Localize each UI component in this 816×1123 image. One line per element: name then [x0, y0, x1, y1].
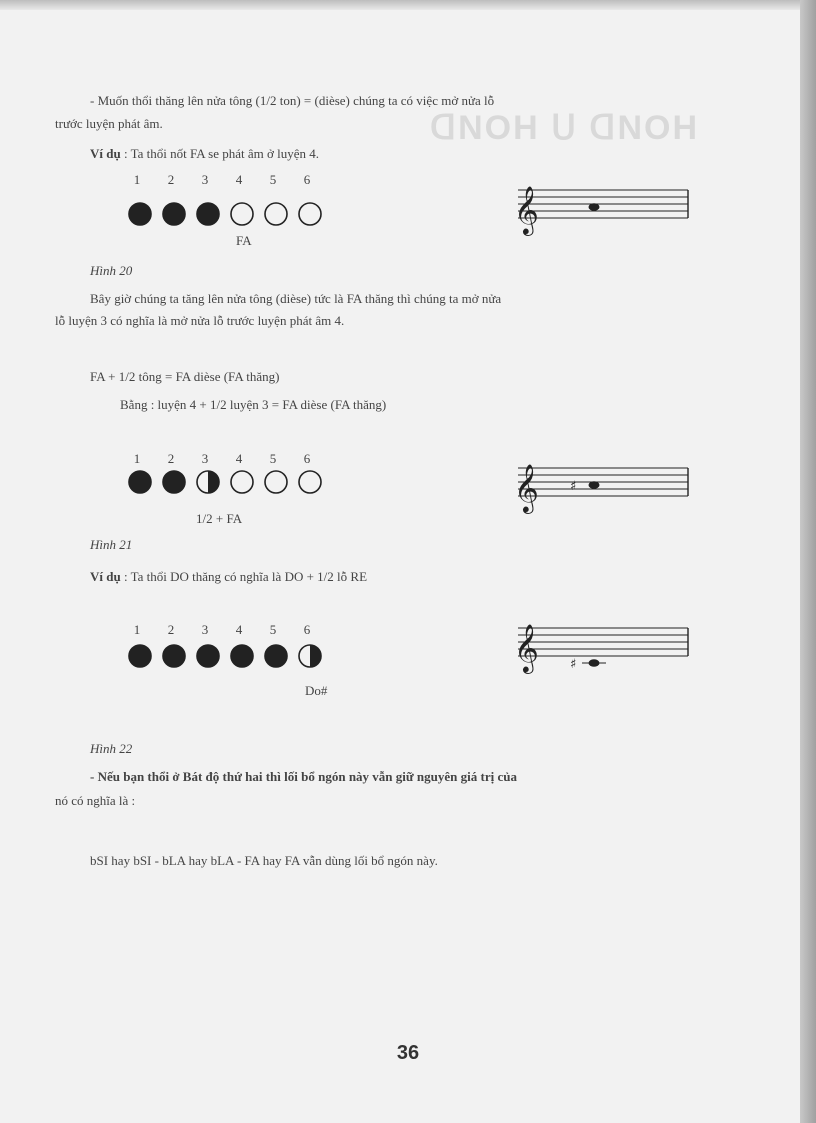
- finger-hole-open: [265, 203, 287, 225]
- page-top-shadow: [0, 0, 816, 10]
- paragraph-1-line-2: trước luyện phát âm.: [55, 116, 163, 131]
- hole-number: 6: [303, 451, 311, 466]
- hole-number: 4: [235, 451, 243, 466]
- finger-hole-closed: [197, 203, 219, 225]
- figure-21-caption: Hình 21: [90, 537, 133, 552]
- sharp-sign-icon: ♯: [570, 479, 577, 494]
- hole-number: 3: [201, 451, 209, 466]
- finger-hole-open: [299, 203, 321, 225]
- hole-number: 5: [269, 622, 277, 637]
- hole-number: 2: [167, 451, 175, 466]
- finger-hole-open: [265, 471, 287, 493]
- figure-22-holes: [126, 642, 330, 670]
- hole-number: 2: [167, 172, 175, 187]
- equation-2: Bằng : luyện 4 + 1/2 luyện 3 = FA dièse (FA thăng): [120, 397, 387, 412]
- figure-21-note-label: 1/2 + FA: [196, 511, 243, 526]
- finger-hole-closed: [129, 645, 151, 667]
- finger-hole-closed: [129, 471, 151, 493]
- paragraph-2-line-2: lỗ luyện 3 có nghĩa là mở nửa lỗ trước luyện phát âm 4.: [55, 313, 345, 328]
- figure-20-staff: [510, 180, 690, 247]
- figure-22-caption: Hình 22: [90, 741, 133, 756]
- example-2: Ví dụ : Ta thổi DO thăng có nghĩa là DO + 1/2 lỗ RE: [90, 569, 368, 584]
- figure-21-staff: [510, 458, 690, 525]
- equation-1: FA + 1/2 tông = FA dièse (FA thăng): [90, 369, 280, 384]
- paragraph-4: bSI hay bSI - bLA hay bLA - FA hay FA vẫn dùng lối bổ ngón này.: [90, 853, 438, 868]
- paragraph-3-line-1: - Nếu bạn thổi ở Bát độ thứ hai thì lối bổ ngón này vẫn giữ nguyên giá trị của: [90, 769, 517, 784]
- bleed-through-heading: ᗡNOH ᑌ ᗡNOH: [430, 109, 700, 147]
- sharp-sign-icon: ♯: [570, 657, 577, 672]
- figure-22-staff: [510, 618, 690, 685]
- finger-hole-half: [299, 645, 321, 667]
- hole-number: 1: [133, 622, 141, 637]
- finger-hole-open: [231, 471, 253, 493]
- example-1: Ví dụ : Ta thổi nốt FA se phát âm ở luyện 4.: [90, 146, 320, 161]
- note-head: [589, 659, 600, 667]
- finger-hole-closed: [129, 203, 151, 225]
- finger-hole-closed: [163, 203, 185, 225]
- note-head: [589, 203, 600, 211]
- hole-number: 1: [133, 451, 141, 466]
- note-head: [589, 481, 600, 489]
- figure-21-holes: [126, 468, 330, 496]
- figure-20-caption: Hình 20: [90, 263, 133, 278]
- hole-number: 6: [303, 622, 311, 637]
- hole-number: 4: [235, 622, 243, 637]
- hole-number: 6: [303, 172, 311, 187]
- example-2-text: : Ta thổi DO thăng có nghĩa là DO + 1/2 lỗ RE: [120, 569, 368, 584]
- hole-number: 2: [167, 622, 175, 637]
- finger-hole-closed: [197, 645, 219, 667]
- hole-number: 5: [269, 172, 277, 187]
- example-1-text: : Ta thổi nốt FA se phát âm ở luyện 4.: [120, 146, 320, 161]
- finger-hole-closed: [265, 645, 287, 667]
- page-number: 36: [396, 1042, 420, 1064]
- figure-20-note-label: FA: [236, 233, 252, 248]
- treble-clef-icon: 𝄞: [514, 185, 539, 234]
- hole-number: 1: [133, 172, 141, 187]
- finger-hole-closed: [231, 645, 253, 667]
- treble-clef-icon: 𝄞: [514, 463, 539, 512]
- hole-number: 3: [201, 172, 209, 187]
- hole-number: 4: [235, 172, 243, 187]
- finger-hole-open: [299, 471, 321, 493]
- figure-20-holes: [126, 200, 330, 228]
- finger-hole-closed: [163, 471, 185, 493]
- paragraph-3-line-2: nó có nghĩa là :: [55, 793, 136, 808]
- figure-22-note-label: Do#: [305, 683, 328, 698]
- page-right-edge: [800, 0, 816, 1123]
- treble-clef-icon: 𝄞: [514, 623, 539, 672]
- paragraph-1-line-1: - Muốn thổi thăng lên nửa tông (1/2 ton) = (dièse) chúng ta có việc mở nửa lỗ: [90, 93, 495, 108]
- finger-hole-open: [231, 203, 253, 225]
- hole-number: 3: [201, 622, 209, 637]
- finger-hole-half: [197, 471, 219, 493]
- finger-hole-closed: [163, 645, 185, 667]
- hole-number: 5: [269, 451, 277, 466]
- paragraph-2-line-1: Bây giờ chúng ta tăng lên nửa tông (dièse) tức là FA thăng thì chúng ta mở nửa: [90, 291, 502, 306]
